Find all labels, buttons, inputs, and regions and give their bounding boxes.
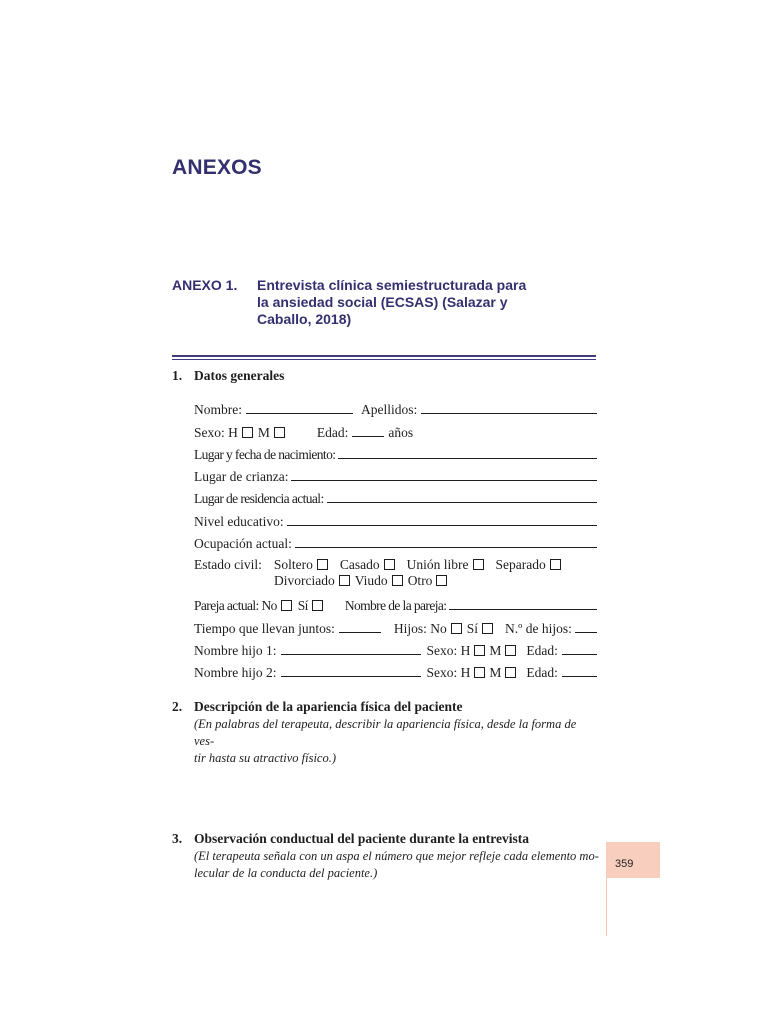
section-1-number: 1. xyxy=(172,368,183,383)
sexo-m-label: M xyxy=(257,425,270,440)
pareja-si-label: Sí xyxy=(297,598,308,613)
hijo-2-label: Nombre hijo 2: xyxy=(194,665,277,680)
section-3-title: Observación conductual del paciente durante la entrevista xyxy=(194,831,529,846)
section-2-note xyxy=(194,716,599,767)
ocupacion-label: Ocupación actual: xyxy=(194,536,292,551)
pareja-si-checkbox[interactable] xyxy=(312,600,323,611)
hijo-1-edad-field[interactable] xyxy=(562,641,597,655)
sexo-label: Sexo: H xyxy=(194,425,238,440)
page-heading: ANEXOS xyxy=(172,156,262,179)
sexo-m-checkbox[interactable] xyxy=(274,427,285,438)
union-libre-label: Unión libre xyxy=(406,557,469,572)
annex-title-line: Caballo, 2018) xyxy=(257,311,352,327)
page-number: 359 xyxy=(615,858,634,870)
section-3-note xyxy=(194,848,599,882)
annex-title-line: Entrevista clínica semiestructurada para xyxy=(257,277,527,293)
otro-checkbox[interactable] xyxy=(436,575,447,586)
hijo-2-m-label: M xyxy=(489,665,502,680)
lugar-fecha-label: Lugar y fecha de nacimiento: xyxy=(194,447,336,462)
hijo-2-h-checkbox[interactable] xyxy=(474,667,485,678)
residencia-field[interactable] xyxy=(327,489,597,503)
section-2-note-line: tir hasta su atractivo físico.) xyxy=(194,751,337,765)
anos-label: años xyxy=(388,425,414,440)
section-2-note-line: (En palabras del terapeuta, describir la apariencia física, desde la forma de ves- xyxy=(194,717,577,748)
hijo-2-edad-label: Edad: xyxy=(526,665,558,680)
lugar-crianza-label: Lugar de crianza: xyxy=(194,469,289,484)
row-residencia xyxy=(194,489,597,507)
section-2-title: Descripción de la apariencia física del paciente xyxy=(194,699,463,714)
viudo-checkbox[interactable] xyxy=(392,575,403,586)
nombre-pareja-field[interactable] xyxy=(449,596,597,610)
annex-title xyxy=(257,277,592,328)
casado-label: Casado xyxy=(339,557,380,572)
section-3-note-line: lecular de la conducta del paciente.) xyxy=(194,866,378,880)
hijo-1-m-checkbox[interactable] xyxy=(505,645,516,656)
soltero-label: Soltero xyxy=(273,557,313,572)
hijo-1-label: Nombre hijo 1: xyxy=(194,643,277,658)
page-number-tab xyxy=(606,842,660,878)
hijos-si-label: Sí xyxy=(466,621,479,636)
row-nombre xyxy=(194,400,597,418)
row-lugar-fecha xyxy=(194,445,597,463)
hijo-2-sexo-label: Sexo: H xyxy=(426,665,471,680)
hijo-2-field[interactable] xyxy=(281,663,421,677)
lugar-fecha-field[interactable] xyxy=(338,445,597,459)
section-1-title: Datos generales xyxy=(194,368,285,383)
row-hijo-1 xyxy=(194,641,597,659)
nombre-field[interactable] xyxy=(246,400,353,414)
hijo-1-h-checkbox[interactable] xyxy=(474,645,485,656)
sexo-h-checkbox[interactable] xyxy=(242,427,253,438)
row-tiempo-hijos xyxy=(194,619,597,637)
section-3-number: 3. xyxy=(172,831,183,846)
hijos-si-checkbox[interactable] xyxy=(482,623,493,634)
apellidos-field[interactable] xyxy=(421,400,597,414)
row-estado-civil-2 xyxy=(274,573,597,591)
residencia-label: Lugar de residencia actual: xyxy=(194,491,324,506)
nivel-field[interactable] xyxy=(287,512,597,526)
hijo-2-m-checkbox[interactable] xyxy=(505,667,516,678)
n-hijos-label: N.º de hijos: xyxy=(505,621,572,636)
soltero-checkbox[interactable] xyxy=(317,559,328,570)
divorciado-checkbox[interactable] xyxy=(339,575,350,586)
hijos-no-checkbox[interactable] xyxy=(451,623,462,634)
row-nivel xyxy=(194,512,597,530)
separado-checkbox[interactable] xyxy=(550,559,561,570)
otro-label: Otro xyxy=(407,573,433,588)
hijos-label: Hijos: No xyxy=(393,621,447,636)
casado-checkbox[interactable] xyxy=(384,559,395,570)
edad-field[interactable] xyxy=(352,423,384,437)
section-2-number: 2. xyxy=(172,699,183,714)
n-hijos-field[interactable] xyxy=(575,619,597,633)
annex-title-line: la ansiedad social (ECSAS) (Salazar y xyxy=(257,294,508,310)
row-hijo-2 xyxy=(194,663,597,681)
edad-label: Edad: xyxy=(316,425,349,440)
lugar-crianza-field[interactable] xyxy=(291,467,597,481)
tiempo-field[interactable] xyxy=(339,619,381,633)
nombre-pareja-label: Nombre de la pareja: xyxy=(344,598,447,613)
divorciado-label: Divorciado xyxy=(274,573,335,588)
tiempo-label: Tiempo que llevan juntos: xyxy=(194,621,335,636)
pareja-actual-label: Pareja actual: No xyxy=(194,598,277,613)
title-divider-thin xyxy=(172,359,596,360)
pareja-no-checkbox[interactable] xyxy=(281,600,292,611)
nombre-label: Nombre: xyxy=(194,402,242,417)
page-tab-line xyxy=(606,878,607,936)
separado-label: Separado xyxy=(495,557,546,572)
row-ocupacion xyxy=(194,534,597,552)
viudo-label: Viudo xyxy=(354,573,388,588)
title-divider xyxy=(172,355,596,357)
hijo-2-edad-field[interactable] xyxy=(562,663,597,677)
nivel-label: Nivel educativo: xyxy=(194,514,284,529)
estado-civil-label: Estado civil: xyxy=(194,557,262,572)
apellidos-label: Apellidos: xyxy=(361,402,418,417)
union-libre-checkbox[interactable] xyxy=(473,559,484,570)
hijo-1-m-label: M xyxy=(489,643,502,658)
row-sexo-edad xyxy=(194,423,597,441)
hijo-1-edad-label: Edad: xyxy=(526,643,558,658)
section-3-note-line: (El terapeuta señala con un aspa el número que mejor refleje cada elemento mo- xyxy=(194,849,599,863)
ocupacion-field[interactable] xyxy=(295,534,597,548)
hijo-1-field[interactable] xyxy=(281,641,421,655)
row-pareja xyxy=(194,596,597,614)
annex-label: ANEXO 1. xyxy=(172,277,238,293)
row-lugar-crianza xyxy=(194,467,597,485)
hijo-1-sexo-label: Sexo: H xyxy=(426,643,471,658)
